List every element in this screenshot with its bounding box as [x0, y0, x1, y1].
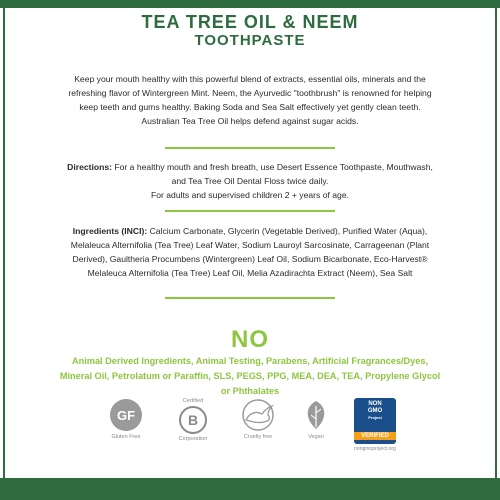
certification-badges — [0, 398, 500, 454]
divider — [165, 297, 335, 299]
vegan-caption: Vegan — [308, 434, 324, 440]
top-border — [0, 0, 500, 8]
age-note: For adults and supervised children 2 + years of age. — [150, 190, 349, 200]
product-subtitle: TOOTHPASTE — [194, 32, 306, 49]
divider — [165, 147, 335, 149]
divider — [165, 210, 335, 212]
non-gmo-badge — [345, 398, 405, 454]
bcorp-top-text: Certified — [182, 398, 204, 404]
directions-section — [62, 160, 438, 202]
bcorp-badge — [163, 398, 223, 454]
gluten-free-icon — [109, 398, 143, 432]
gluten-free-badge — [96, 398, 156, 454]
vegan-leaf-icon — [300, 398, 332, 432]
cruelty-free-badge — [228, 398, 288, 454]
ngmo-gmo: GMO — [367, 408, 383, 414]
gluten-free-mark: GF — [116, 408, 136, 423]
ngmo-verified: VERIFIED — [354, 432, 396, 440]
bottom-border — [0, 478, 500, 500]
ingredients-label: Ingredients (INCI): — [72, 226, 148, 236]
gluten-free-caption: Gluten Free — [111, 434, 141, 440]
product-title: TEA TREE OIL & NEEM — [141, 12, 359, 32]
ngmo-url: nongmoproject.org — [354, 446, 396, 452]
no-heading: NO — [231, 326, 269, 353]
free-from-list: Animal Derived Ingredients, Animal Testing, Parabens, Artificial Fragrances/Dyes, Mineral Oil, Petrolatum or Paraffin, SLS, PEGS, PPG, MEA, DEA, TEA, Propylene Glycol or Phthalates — [59, 356, 441, 396]
intro-paragraph: Keep your mouth healthy with this powerful blend of extracts, essential oils, minerals and the refreshing flavor of Wintergreen Mint. Neem, the Ayurvedic "toothbrush" is renowned for helping keep teeth and gums healthy. Baking Soda and Sea Salt effectively yet gently clean teeth. Australian Tea Tree Oil helps defend against sugar acids. — [68, 74, 432, 126]
leaping-bunny-icon — [237, 398, 279, 432]
directions-label: Directions: — [67, 162, 113, 172]
bcorp-icon — [178, 405, 208, 435]
bcorp-bottom-text: Corporation — [178, 436, 208, 442]
cruelty-free-caption: Cruelty free — [243, 434, 273, 440]
ingredients-section — [62, 224, 438, 280]
bcorp-mark: B — [187, 412, 199, 428]
ngmo-project: Project — [368, 415, 382, 420]
ingredients-text: Calcium Carbonate, Glycerin (Vegetable Derived), Purified Water (Aqua), Melaleuca Alternifolia (Tea Tree) Leaf Water, Sodium Lauroyl Sarcosinate, Carrageenan (Plant Derived), Gaultheria Procumbens (Wintergreen) Leaf Oil, Sodium Bicarbonate, Eco-Harvest® Melaleuca Alternifolia (Tea Tree) Leaf Oil, Melia Azadirachta Extract (Neem), Sea Salt — [70, 226, 430, 278]
directions-text: For a healthy mouth and fresh breath, use Desert Essence Toothpaste, Mouthwash, and Tea Tree Oil Dental Floss twice daily. — [114, 162, 433, 186]
vegan-badge — [286, 398, 346, 454]
ngmo-non: NON — [368, 401, 382, 407]
non-gmo-logo — [354, 398, 396, 444]
